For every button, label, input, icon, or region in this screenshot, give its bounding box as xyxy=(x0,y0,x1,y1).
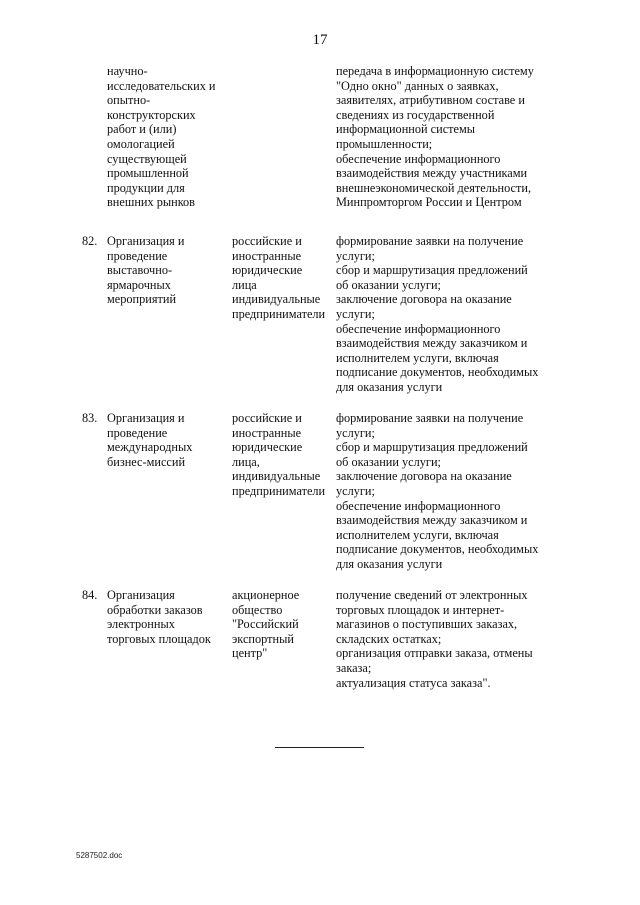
document-filename: 5287502.doc xyxy=(76,851,123,860)
applicant-cell: российские и иностранные юридические лица, индивидуальные предприниматели xyxy=(232,411,326,498)
table-row-84 xyxy=(0,588,640,698)
services-table xyxy=(0,64,640,698)
page-number: 17 xyxy=(312,32,328,48)
end-divider-line xyxy=(275,747,364,748)
applicant-cell: акционерное общество "Российский экспортный центр" xyxy=(232,588,300,661)
service-cell: научно- исследовательских и опытно- конструкторских работ и (или) омологацией существующей промышленной продукции для внешних рынков xyxy=(107,64,216,210)
service-cell: Организация обработки заказов электронных торговых площадок xyxy=(107,588,211,646)
action-cell: получение сведений от электронных торговых площадок и интернет- магазинов о поступивших заказах, складских остатках; организация отправки заказа, отмены заказа; актуализация статуса заказа". xyxy=(336,588,533,690)
row-number: 83. xyxy=(82,411,98,425)
applicant-cell: российские и иностранные юридические лица индивидуальные предприниматели xyxy=(232,234,326,321)
row-number: 82. xyxy=(82,234,98,248)
action-cell: формирование заявки на получение услуги; сбор и маршрутизация предложений об оказании услуги; заключение договора на оказание услуги; обеспечение информационного взаимодействия между заказчиком и исполнителем услуги, включая подписание документов, необходимых для оказания услуги xyxy=(336,234,539,394)
service-cell: Организация и проведение выставочно- ярмарочных мероприятий xyxy=(107,234,185,307)
table-row-83 xyxy=(0,411,640,588)
row-number: 84. xyxy=(82,588,98,602)
table-row-82 xyxy=(0,234,640,411)
action-cell: передача в информационную систему "Одно окно" данных о заявках, заявителях, атрибутивном составе и сведениях из государственной информационной системы промышленности; обеспечение информационного взаимодействия между участниками внешнеэкономической деятельности, Минпромторгом России и Центром xyxy=(336,64,534,210)
action-cell: формирование заявки на получение услуги; сбор и маршрутизация предложений об оказании услуги; заключение договора на оказание услуги; обеспечение информационного взаимодействия между заказчиком и исполнителем услуги, включая подписание документов, необходимых для оказания услуги xyxy=(336,411,539,571)
table-row-continuation xyxy=(0,64,640,234)
service-cell: Организация и проведение международных бизнес-миссий xyxy=(107,411,193,469)
